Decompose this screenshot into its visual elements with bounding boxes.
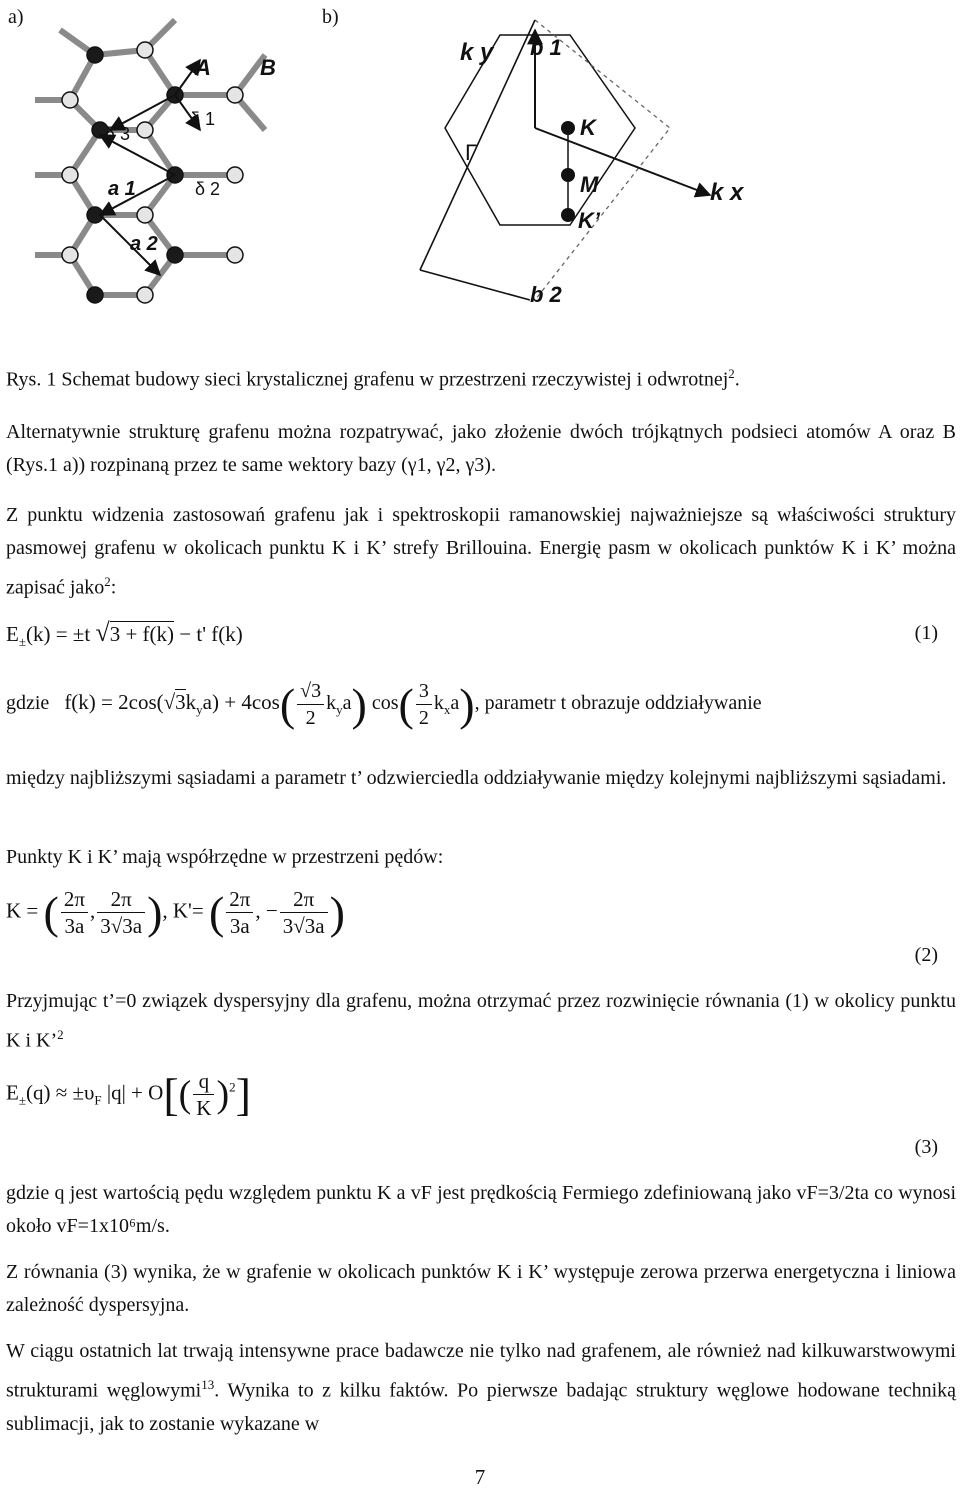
- label-a1: a 1: [108, 178, 136, 200]
- label-delta3: δ 3: [105, 124, 131, 144]
- paragraph-4: Punkty K i K’ mają współrzędne w przestrzeni pędów:: [6, 846, 444, 868]
- equation-2-number: (2): [914, 944, 938, 966]
- label-delta1: δ 1: [190, 109, 216, 129]
- graphene-lattice-figure: [0, 0, 330, 330]
- paragraph-3: między najbliższymi sąsiadami a parametr t’ odzwierciedla oddziaływanie między kolejnymi najbliższymi sąsiadami.: [6, 767, 947, 789]
- paragraph-6: gdzie q jest wartością pędu względem punktu K a vF jest prędkością Fermiego zdefiniowaną jako vF=3/2ta co wynosi około vF=1x10⁶m/s.: [6, 1182, 956, 1237]
- label-A: A: [195, 55, 211, 80]
- page-number: 7: [474, 1465, 486, 1489]
- figure-label-a: a): [8, 6, 24, 28]
- label-Kprime: K’: [578, 208, 600, 233]
- paragraph-1: Alternatywnie strukturę grafenu można rozpatrywać, jako złożenie dwóch trójkątnych podsieci atomów A oraz B (Rys.1 a)) rozpinaną przez te same wektory bazy (γ1, γ2, γ3).: [6, 421, 956, 476]
- label-B: B: [260, 55, 276, 80]
- equation-3: $E_\pm(q) \approx \pm\upsilon_F$ |q| + O[( $\frac{q}{K}$ )$^2$]: [6, 1069, 251, 1120]
- paragraph-2: Z punktu widzenia zastosowań grafenu jak i spektroskopii ramanowskiej najważniejsze są właściwości struktury pasmowej grafenu w okolicach punktu K i K’ strefy Brillouina. Energię pasm w okolicach punktów K i K’ można zapisać jako$^2$:: [6, 504, 956, 599]
- label-K: K: [580, 115, 596, 140]
- label-delta2: δ 2: [195, 179, 221, 199]
- point-M: [561, 168, 575, 182]
- equation-f: gdzie $f(k) = 2\cos(√3k_ya) + 4\cos$( $\frac{√3}{2}$ $k_ya$) cos( $\frac{3}{2}$ $k_xa$), parametr t obrazuje oddziaływanie: [6, 679, 762, 730]
- equation-1: $E_\pm(k) = \pm t$ √3 + f(k) − t' f(k): [6, 618, 243, 650]
- figure-caption: Rys. 1 Schemat budowy sieci krystalicznej grafenu w przestrzeni rzeczywistej i odwrotnej$^2$.: [6, 366, 740, 391]
- label-M: M: [580, 172, 599, 197]
- paragraph-5: Przyjmując t’=0 związek dyspersyjny dla grafenu, można otrzymać przez rozwinięcie równania (1) w okolicy punktu K i K’$^2$: [6, 990, 956, 1052]
- label-b1: b 1: [530, 35, 562, 60]
- equation-2: K = ( $\frac{2\pi}{3a}$ , $\frac{2\pi}{3√3a}$ ), K'= ( $\frac{2\pi}{3a}$ , − $\frac{2\pi}{3√3a}$ ): [6, 887, 345, 938]
- equation-1-number: (1): [914, 622, 938, 644]
- paragraph-7: Z równania (3) wynika, że w grafenie w okolicach punktów K i K’ występuje zerowa przerwa energetyczna i liniowa zależność dyspersyjna.: [6, 1261, 956, 1316]
- brillouin-zone-figure: [380, 0, 780, 320]
- label-ky: k y: [460, 39, 494, 66]
- label-b2: b 2: [530, 282, 562, 307]
- point-Kprime: [561, 208, 575, 222]
- point-K: [561, 121, 575, 135]
- paragraph-8: W ciągu ostatnich lat trwają intensywne prace badawcze nie tylko nad grafenem, ale również nad kilkuwarstwowymi strukturami węglowymi$^{13}$. Wynika to z kilku faktów. Po pierwsze badając struktury węglowe hodowane techniką sublimacji, jak to zostanie wykazane w: [6, 1340, 957, 1435]
- equation-3-number: (3): [914, 1136, 938, 1158]
- figure-label-b: b): [322, 6, 339, 28]
- label-gamma: Γ: [465, 140, 478, 165]
- label-a2: a 2: [130, 233, 158, 255]
- label-kx: k x: [710, 179, 744, 206]
